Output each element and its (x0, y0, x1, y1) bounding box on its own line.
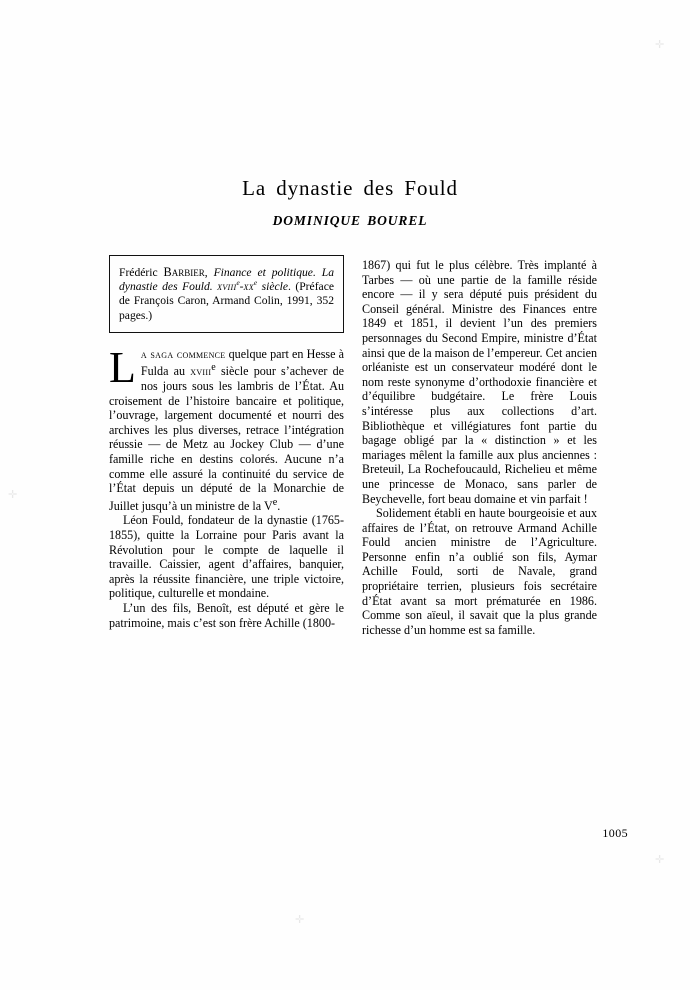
century-numeral: xviii (190, 364, 212, 379)
article-author: DOMINIQUE BOUREL (272, 213, 428, 228)
citation-century-to-ordinal: e (253, 279, 258, 288)
paragraph-opening-text-b: siècle pour s’achever de nos jours sous les lambris de l’État. Au croisement de l’histoire bancaire et politique, l’ouvrage, largement documenté et nourri des archives les plus diverses, retrace l’intégration réussie — de Metz au Jockey Club — d’une famille riche en destins colorés. Aucune n’a comme elle assuré la continuité du service de l’État depuis un député de la Monarchie de Juillet jusqu’à un ministre de la (109, 364, 344, 513)
book-citation-box (109, 255, 344, 333)
citation-comma: , (204, 266, 214, 279)
registration-mark-icon: ✛ (295, 914, 305, 926)
page-title: La dynastie des Fould (242, 176, 458, 201)
lead-smallcaps-text: a saga commence (140, 346, 226, 361)
citation-publication: . (Préface de François Caron, Armand Colin, 1991, 352 pages.) (119, 280, 334, 322)
republic-ordinal: e (272, 496, 278, 508)
citation-period-label: siècle (257, 280, 288, 294)
page-number: 1005 (602, 826, 628, 840)
paragraph-benoit-fould: L’un des fils, Benoît, est député et gère le patrimoine, mais c’est son frère Achille (1800- (109, 600, 344, 630)
body-column-left (109, 255, 344, 630)
citation-century-from: xviii (217, 280, 237, 294)
paragraph-leon-fould: Léon Fould, fondateur de la dynastie (1765-1855), quitte la Lorraine pour Paris avant la Révolution pour le compte de laquelle il travaille. Caissier, agent d’affaires, banquier, après la réussite financière, une triple victoire, politique, culturelle et mondaine. (109, 513, 344, 601)
republic-numeral: V (263, 498, 273, 513)
citation-century-to: xx (243, 280, 254, 294)
citation-author-last: Barbier (163, 265, 205, 279)
paragraph-armand-achille-fould: Solidement établi en haute bourgeoisie et aux affaires de l’État, on retrouve Armand Achille Fould ancien ministre de l’Agriculture. Personne enfin n’a oublié son fils, Aymar Achille Fould, sorti de Navale, grand propriétaire terrien, plusieurs fois secrétaire d’État avant sa mort prématurée en 1986. Comme son aïeul, il savait que la plus grande richesse d’un homme est sa famille. (362, 506, 597, 637)
citation-author-first: Frédéric (119, 266, 164, 279)
century-ordinal: e (211, 362, 216, 374)
citation-century-from-ordinal: e (236, 279, 240, 288)
registration-mark-icon: ✛ (655, 854, 665, 866)
paragraph-opening (109, 342, 344, 514)
paragraph-achille-fould: 1867) qui fut le plus célèbre. Très implanté à Tarbes — où une partie de la famille réside encore — il y sera député puis président du Conseil général. Ministre des Finances entre 1849 et 1851, il devient l’un des premiers personnages du Second Empire, ministre d’État ainsi que de la maison de l’empereur. Cet ancien orléaniste est un conservateur modéré dont le nom reste synonyme d’orthodoxie financière et d’équilibre budgétaire. Le frère Louis s’intéresse plus aux collections d’art. Bibliothèque et villégiatures font partie du bagage obligé par la « distinction » et les mariages mêlent la famille aux plus anciennes : Breteuil, La Rochefoucauld, Richelieu et même une princesse de Monaco, sans parler de Beychevelle, fort beau domaine et vin parfait ! (362, 258, 597, 506)
body-column-right (362, 258, 597, 637)
citation-work-title: Finance et politique. La dynastie des Fould. (119, 266, 334, 294)
registration-mark-icon: ✛ (8, 489, 18, 501)
drop-cap-letter: L (109, 342, 136, 392)
paragraph-opening-text-a: quelque part en Hesse à Fulda au (140, 346, 344, 379)
registration-mark-icon: ✛ (655, 39, 665, 51)
paragraph-opening-text-c: . (277, 498, 281, 513)
citation-century-dash: - (239, 280, 244, 294)
